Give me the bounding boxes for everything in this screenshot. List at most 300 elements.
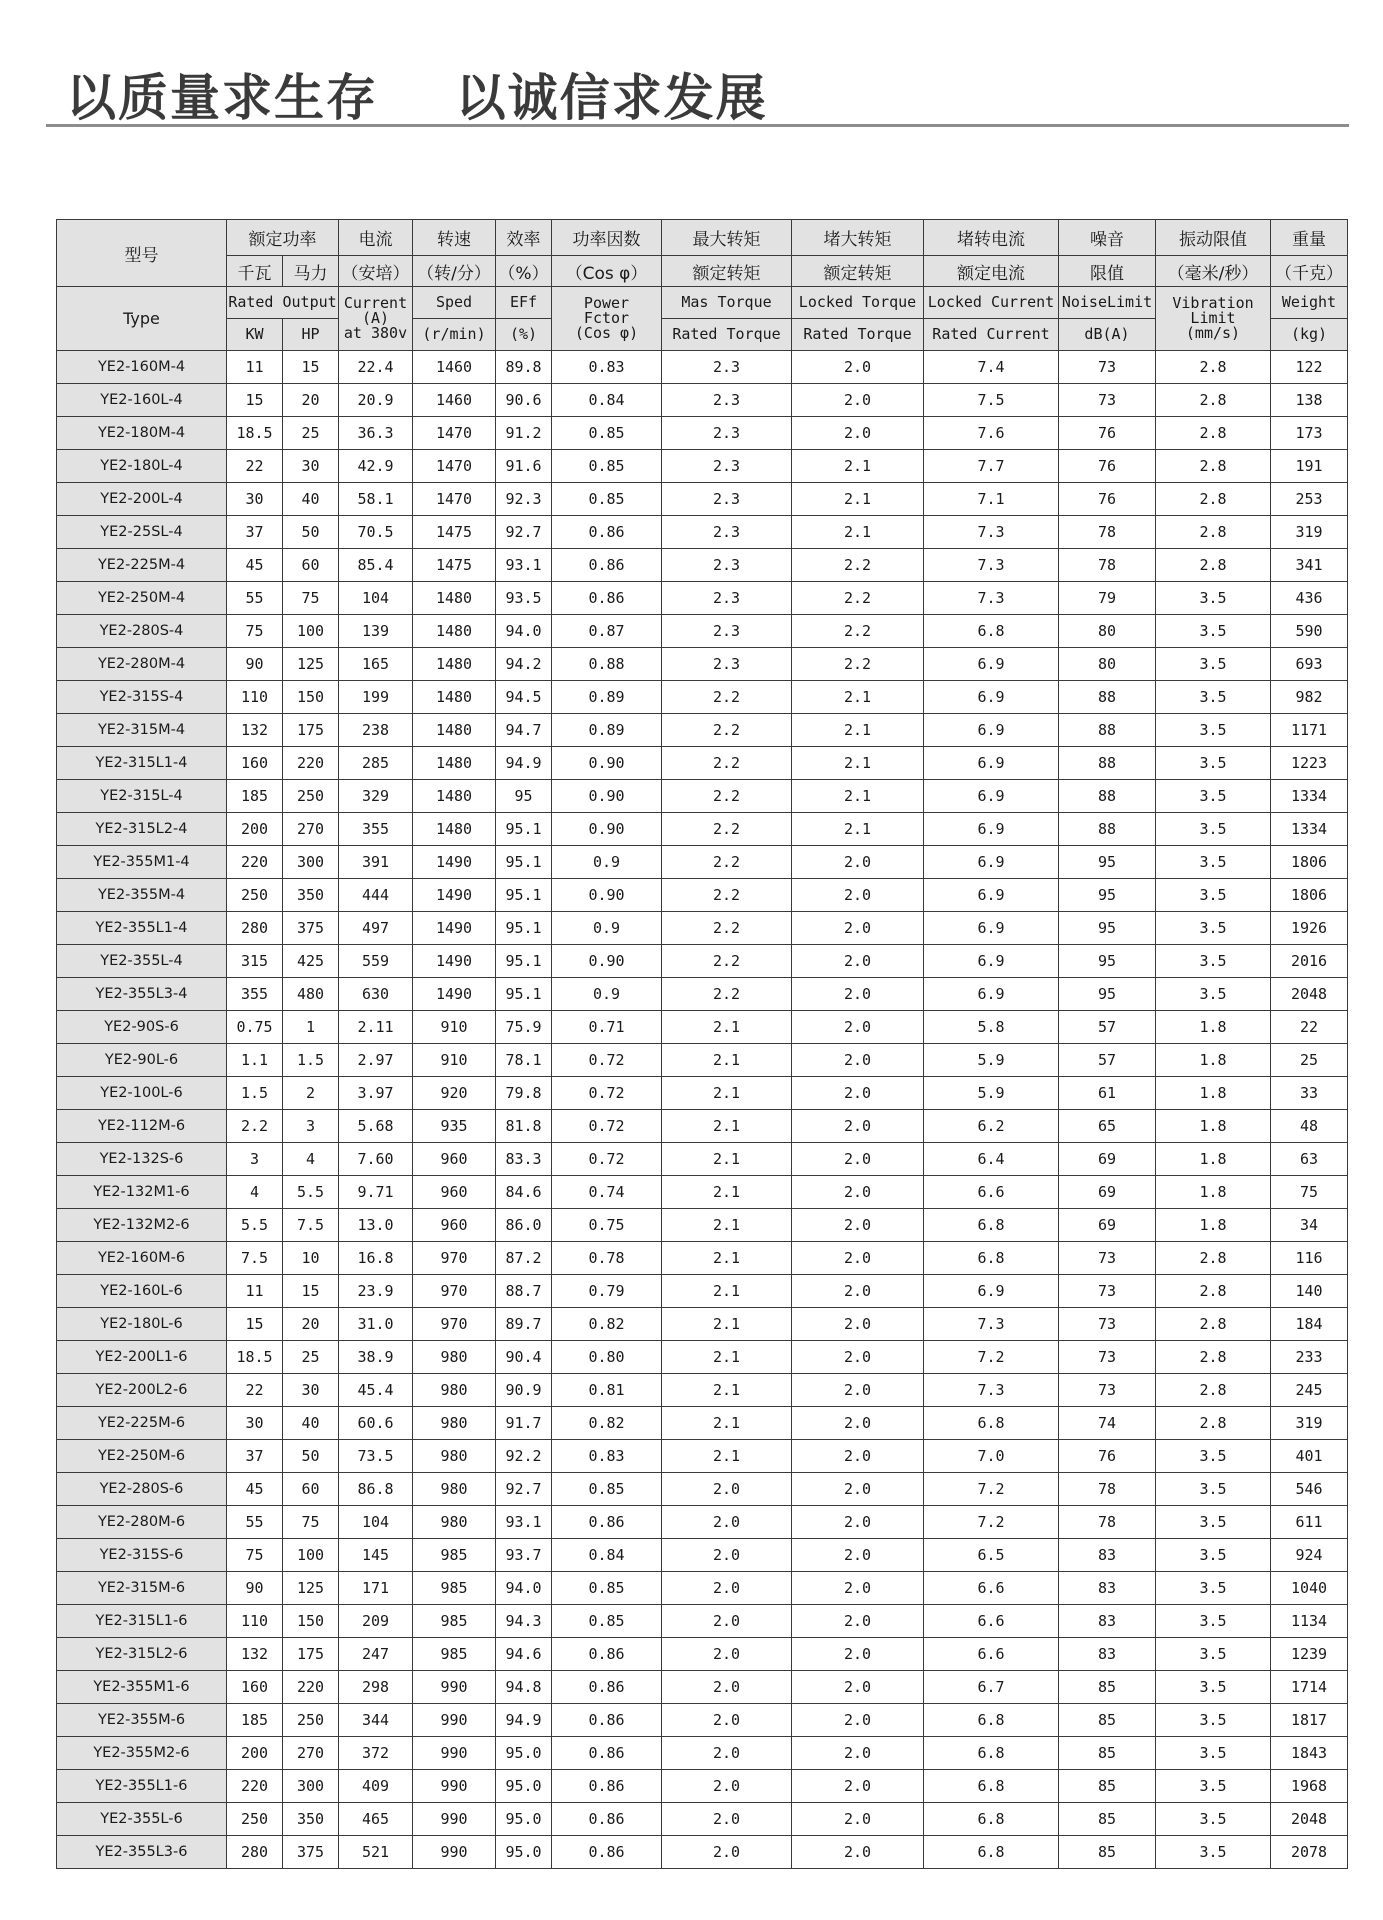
cell-model: YE2-355L3-4 xyxy=(57,978,227,1011)
table-row xyxy=(57,549,1348,582)
cell-current: 58.1 xyxy=(339,483,413,516)
cell-noise: 73 xyxy=(1059,1308,1156,1341)
cell-max-torque-ratio: 2.0 xyxy=(662,1737,792,1770)
cell-weight: 401 xyxy=(1271,1440,1348,1473)
cell-efficiency: 95.0 xyxy=(496,1803,552,1836)
table-row xyxy=(57,1737,1348,1770)
header-eff-zh: 效率 xyxy=(496,220,552,256)
cell-locked-torque-ratio: 2.0 xyxy=(792,1506,924,1539)
cell-max-torque-ratio: 2.2 xyxy=(662,945,792,978)
header-lockt-en: Locked Torque xyxy=(792,287,924,319)
cell-power-factor: 0.71 xyxy=(552,1011,662,1044)
cell-power-factor: 0.86 xyxy=(552,1770,662,1803)
cell-hp: 40 xyxy=(283,1407,339,1440)
cell-vibration: 3.5 xyxy=(1156,681,1271,714)
cell-efficiency: 93.1 xyxy=(496,549,552,582)
cell-power-factor: 0.72 xyxy=(552,1110,662,1143)
cell-locked-torque-ratio: 2.0 xyxy=(792,1671,924,1704)
cell-vibration: 3.5 xyxy=(1156,780,1271,813)
cell-efficiency: 91.6 xyxy=(496,450,552,483)
cell-locked-current-ratio: 5.8 xyxy=(924,1011,1059,1044)
cell-locked-current-ratio: 6.9 xyxy=(924,945,1059,978)
cell-max-torque-ratio: 2.1 xyxy=(662,1341,792,1374)
table-row xyxy=(57,1506,1348,1539)
cell-speed: 970 xyxy=(413,1308,496,1341)
cell-efficiency: 89.7 xyxy=(496,1308,552,1341)
cell-max-torque-ratio: 2.0 xyxy=(662,1539,792,1572)
cell-max-torque-ratio: 2.0 xyxy=(662,1803,792,1836)
cell-kw: 220 xyxy=(227,1770,283,1803)
cell-locked-current-ratio: 6.5 xyxy=(924,1539,1059,1572)
cell-efficiency: 93.1 xyxy=(496,1506,552,1539)
cell-speed: 935 xyxy=(413,1110,496,1143)
cell-vibration: 2.8 xyxy=(1156,417,1271,450)
cell-model: YE2-355M2-6 xyxy=(57,1737,227,1770)
cell-locked-torque-ratio: 2.1 xyxy=(792,813,924,846)
cell-noise: 88 xyxy=(1059,681,1156,714)
cell-locked-torque-ratio: 2.1 xyxy=(792,450,924,483)
cell-noise: 85 xyxy=(1059,1770,1156,1803)
cell-current: 247 xyxy=(339,1638,413,1671)
cell-weight: 2048 xyxy=(1271,978,1348,1011)
cell-vibration: 3.5 xyxy=(1156,1770,1271,1803)
cell-hp: 1 xyxy=(283,1011,339,1044)
cell-locked-current-ratio: 6.2 xyxy=(924,1110,1059,1143)
cell-hp: 15 xyxy=(283,351,339,384)
cell-model: YE2-280S-4 xyxy=(57,615,227,648)
cell-hp: 60 xyxy=(283,549,339,582)
cell-kw: 280 xyxy=(227,1836,283,1869)
cell-speed: 1480 xyxy=(413,681,496,714)
table-row xyxy=(57,879,1348,912)
cell-noise: 85 xyxy=(1059,1704,1156,1737)
cell-weight: 253 xyxy=(1271,483,1348,516)
cell-speed: 1460 xyxy=(413,351,496,384)
cell-locked-torque-ratio: 2.0 xyxy=(792,1638,924,1671)
cell-kw: 90 xyxy=(227,648,283,681)
cell-efficiency: 95.1 xyxy=(496,846,552,879)
cell-current: 2.11 xyxy=(339,1011,413,1044)
header-vib-en-line1: Vibration xyxy=(1172,294,1254,312)
cell-noise: 88 xyxy=(1059,747,1156,780)
cell-hp: 270 xyxy=(283,1737,339,1770)
cell-locked-torque-ratio: 2.2 xyxy=(792,582,924,615)
table-row xyxy=(57,1242,1348,1275)
cell-noise: 73 xyxy=(1059,1242,1156,1275)
cell-power-factor: 0.78 xyxy=(552,1242,662,1275)
cell-power-factor: 0.89 xyxy=(552,714,662,747)
cell-weight: 140 xyxy=(1271,1275,1348,1308)
cell-current: 70.5 xyxy=(339,516,413,549)
cell-weight: 1926 xyxy=(1271,912,1348,945)
cell-max-torque-ratio: 2.1 xyxy=(662,1077,792,1110)
cell-kw: 37 xyxy=(227,516,283,549)
cell-model: YE2-315L2-4 xyxy=(57,813,227,846)
cell-weight: 63 xyxy=(1271,1143,1348,1176)
cell-locked-current-ratio: 6.8 xyxy=(924,1209,1059,1242)
cell-kw: 315 xyxy=(227,945,283,978)
cell-speed: 980 xyxy=(413,1407,496,1440)
cell-efficiency: 95.0 xyxy=(496,1737,552,1770)
cell-vibration: 1.8 xyxy=(1156,1044,1271,1077)
cell-locked-torque-ratio: 2.2 xyxy=(792,549,924,582)
cell-max-torque-ratio: 2.3 xyxy=(662,648,792,681)
cell-locked-torque-ratio: 2.0 xyxy=(792,1110,924,1143)
cell-max-torque-ratio: 2.1 xyxy=(662,1110,792,1143)
cell-hp: 20 xyxy=(283,1308,339,1341)
header-noise-unit-en: dB(A) xyxy=(1059,319,1156,351)
cell-kw: 55 xyxy=(227,582,283,615)
cell-locked-current-ratio: 6.4 xyxy=(924,1143,1059,1176)
cell-current: 22.4 xyxy=(339,351,413,384)
cell-efficiency: 94.2 xyxy=(496,648,552,681)
cell-weight: 1843 xyxy=(1271,1737,1348,1770)
cell-max-torque-ratio: 2.2 xyxy=(662,879,792,912)
cell-current: 104 xyxy=(339,1506,413,1539)
cell-locked-torque-ratio: 2.0 xyxy=(792,1572,924,1605)
cell-speed: 1470 xyxy=(413,417,496,450)
cell-power-factor: 0.85 xyxy=(552,1572,662,1605)
cell-efficiency: 95.1 xyxy=(496,978,552,1011)
table-row xyxy=(57,1539,1348,1572)
cell-locked-current-ratio: 6.9 xyxy=(924,846,1059,879)
cell-locked-current-ratio: 7.3 xyxy=(924,516,1059,549)
table-row xyxy=(57,1836,1348,1869)
cell-current: 497 xyxy=(339,912,413,945)
table-row xyxy=(57,351,1348,384)
cell-locked-current-ratio: 6.9 xyxy=(924,780,1059,813)
cell-kw: 37 xyxy=(227,1440,283,1473)
cell-weight: 1806 xyxy=(1271,846,1348,879)
cell-vibration: 2.8 xyxy=(1156,516,1271,549)
cell-hp: 250 xyxy=(283,780,339,813)
header-maxt-zh: 最大转矩 xyxy=(662,220,792,256)
cell-hp: 40 xyxy=(283,483,339,516)
cell-vibration: 3.5 xyxy=(1156,813,1271,846)
cell-current: 199 xyxy=(339,681,413,714)
cell-efficiency: 92.2 xyxy=(496,1440,552,1473)
cell-weight: 546 xyxy=(1271,1473,1348,1506)
table-row xyxy=(57,1803,1348,1836)
cell-locked-current-ratio: 6.8 xyxy=(924,1836,1059,1869)
cell-current: 298 xyxy=(339,1671,413,1704)
table-row xyxy=(57,1110,1348,1143)
cell-max-torque-ratio: 2.1 xyxy=(662,1044,792,1077)
cell-efficiency: 75.9 xyxy=(496,1011,552,1044)
cell-locked-current-ratio: 6.8 xyxy=(924,1407,1059,1440)
cell-noise: 80 xyxy=(1059,648,1156,681)
cell-max-torque-ratio: 2.3 xyxy=(662,417,792,450)
cell-noise: 85 xyxy=(1059,1803,1156,1836)
cell-efficiency: 91.2 xyxy=(496,417,552,450)
cell-hp: 220 xyxy=(283,1671,339,1704)
cell-noise: 88 xyxy=(1059,780,1156,813)
cell-efficiency: 88.7 xyxy=(496,1275,552,1308)
cell-locked-torque-ratio: 2.0 xyxy=(792,1341,924,1374)
cell-noise: 95 xyxy=(1059,978,1156,1011)
cell-model: YE2-100L-6 xyxy=(57,1077,227,1110)
cell-kw: 11 xyxy=(227,1275,283,1308)
cell-locked-current-ratio: 6.6 xyxy=(924,1572,1059,1605)
cell-max-torque-ratio: 2.2 xyxy=(662,747,792,780)
header-pf-unit-zh: （Cos φ） xyxy=(552,256,662,287)
cell-vibration: 3.5 xyxy=(1156,879,1271,912)
header-pf-en-line3: (Cos φ) xyxy=(574,324,639,342)
cell-efficiency: 94.9 xyxy=(496,1704,552,1737)
cell-current: 16.8 xyxy=(339,1242,413,1275)
cell-kw: 200 xyxy=(227,813,283,846)
cell-hp: 300 xyxy=(283,846,339,879)
cell-max-torque-ratio: 2.1 xyxy=(662,1440,792,1473)
cell-noise: 76 xyxy=(1059,483,1156,516)
cell-model: YE2-200L1-6 xyxy=(57,1341,227,1374)
cell-kw: 55 xyxy=(227,1506,283,1539)
cell-noise: 83 xyxy=(1059,1638,1156,1671)
cell-speed: 980 xyxy=(413,1341,496,1374)
header-pf-en-line1: Power xyxy=(583,294,630,312)
table-row xyxy=(57,1638,1348,1671)
cell-power-factor: 0.86 xyxy=(552,1836,662,1869)
cell-current: 630 xyxy=(339,978,413,1011)
cell-current: 45.4 xyxy=(339,1374,413,1407)
table-row xyxy=(57,1275,1348,1308)
cell-speed: 985 xyxy=(413,1539,496,1572)
cell-vibration: 3.5 xyxy=(1156,846,1271,879)
cell-locked-torque-ratio: 2.1 xyxy=(792,747,924,780)
header-speed-zh: 转速 xyxy=(413,220,496,256)
header-current-en-line1: Current xyxy=(343,294,408,312)
cell-locked-current-ratio: 7.3 xyxy=(924,1374,1059,1407)
cell-weight: 590 xyxy=(1271,615,1348,648)
cell-current: 355 xyxy=(339,813,413,846)
header-divider xyxy=(46,124,1349,127)
cell-power-factor: 0.86 xyxy=(552,549,662,582)
cell-hp: 375 xyxy=(283,1836,339,1869)
cell-hp: 10 xyxy=(283,1242,339,1275)
cell-kw: 250 xyxy=(227,1803,283,1836)
cell-efficiency: 94.0 xyxy=(496,615,552,648)
table-row xyxy=(57,648,1348,681)
cell-efficiency: 95.1 xyxy=(496,813,552,846)
cell-weight: 34 xyxy=(1271,1209,1348,1242)
cell-locked-torque-ratio: 2.0 xyxy=(792,1407,924,1440)
cell-speed: 985 xyxy=(413,1572,496,1605)
cell-vibration: 3.5 xyxy=(1156,945,1271,978)
cell-speed: 990 xyxy=(413,1803,496,1836)
cell-noise: 85 xyxy=(1059,1737,1156,1770)
cell-speed: 1480 xyxy=(413,813,496,846)
cell-power-factor: 0.74 xyxy=(552,1176,662,1209)
header-current-en-line2: (A) xyxy=(361,309,390,327)
cell-speed: 1460 xyxy=(413,384,496,417)
cell-max-torque-ratio: 2.0 xyxy=(662,1836,792,1869)
cell-kw: 132 xyxy=(227,1638,283,1671)
cell-hp: 220 xyxy=(283,747,339,780)
cell-efficiency: 83.3 xyxy=(496,1143,552,1176)
cell-vibration: 3.5 xyxy=(1156,1704,1271,1737)
cell-vibration: 3.5 xyxy=(1156,1572,1271,1605)
cell-speed: 980 xyxy=(413,1374,496,1407)
cell-vibration: 1.8 xyxy=(1156,1077,1271,1110)
cell-noise: 83 xyxy=(1059,1572,1156,1605)
header-maxt-unit-en: Rated Torque xyxy=(662,319,792,351)
cell-efficiency: 90.4 xyxy=(496,1341,552,1374)
cell-noise: 73 xyxy=(1059,1275,1156,1308)
cell-hp: 25 xyxy=(283,417,339,450)
cell-locked-current-ratio: 6.9 xyxy=(924,681,1059,714)
cell-vibration: 3.5 xyxy=(1156,1539,1271,1572)
header-kw-zh: 千瓦 xyxy=(227,256,283,287)
cell-current: 171 xyxy=(339,1572,413,1605)
cell-vibration: 2.8 xyxy=(1156,1275,1271,1308)
motor-spec-table xyxy=(56,219,1348,1869)
cell-speed: 910 xyxy=(413,1011,496,1044)
cell-efficiency: 94.3 xyxy=(496,1605,552,1638)
header-vib-en-line3: (mm/s) xyxy=(1185,324,1241,342)
header-eff-unit-en: (%) xyxy=(496,319,552,351)
cell-noise: 95 xyxy=(1059,945,1156,978)
cell-power-factor: 0.86 xyxy=(552,1638,662,1671)
cell-speed: 1480 xyxy=(413,714,496,747)
cell-model: YE2-250M-4 xyxy=(57,582,227,615)
header-lockc-unit-zh: 额定电流 xyxy=(924,256,1059,287)
cell-power-factor: 0.86 xyxy=(552,1737,662,1770)
cell-model: YE2-180L-4 xyxy=(57,450,227,483)
cell-weight: 233 xyxy=(1271,1341,1348,1374)
cell-locked-torque-ratio: 2.1 xyxy=(792,483,924,516)
cell-speed: 960 xyxy=(413,1176,496,1209)
table-row xyxy=(57,483,1348,516)
cell-current: 391 xyxy=(339,846,413,879)
cell-locked-current-ratio: 7.2 xyxy=(924,1506,1059,1539)
cell-weight: 25 xyxy=(1271,1044,1348,1077)
cell-locked-current-ratio: 5.9 xyxy=(924,1044,1059,1077)
header-vib-unit-zh: （毫米/秒） xyxy=(1156,256,1271,287)
cell-kw: 75 xyxy=(227,1539,283,1572)
cell-power-factor: 0.87 xyxy=(552,615,662,648)
table-row xyxy=(57,978,1348,1011)
header-weight-unit-zh: （千克） xyxy=(1271,256,1348,287)
cell-hp: 20 xyxy=(283,384,339,417)
header-eff-en: EFf xyxy=(496,287,552,319)
cell-hp: 4 xyxy=(283,1143,339,1176)
cell-weight: 1239 xyxy=(1271,1638,1348,1671)
cell-noise: 61 xyxy=(1059,1077,1156,1110)
cell-vibration: 1.8 xyxy=(1156,1209,1271,1242)
cell-weight: 341 xyxy=(1271,549,1348,582)
cell-hp: 3 xyxy=(283,1110,339,1143)
cell-hp: 100 xyxy=(283,1539,339,1572)
cell-kw: 250 xyxy=(227,879,283,912)
cell-vibration: 3.5 xyxy=(1156,648,1271,681)
cell-power-factor: 0.90 xyxy=(552,879,662,912)
cell-weight: 1334 xyxy=(1271,813,1348,846)
cell-hp: 350 xyxy=(283,879,339,912)
cell-weight: 1817 xyxy=(1271,1704,1348,1737)
cell-max-torque-ratio: 2.2 xyxy=(662,813,792,846)
cell-efficiency: 95.1 xyxy=(496,879,552,912)
cell-locked-torque-ratio: 2.0 xyxy=(792,1077,924,1110)
cell-max-torque-ratio: 2.0 xyxy=(662,1671,792,1704)
table-row xyxy=(57,1176,1348,1209)
cell-locked-current-ratio: 7.2 xyxy=(924,1341,1059,1374)
cell-locked-current-ratio: 6.6 xyxy=(924,1605,1059,1638)
cell-power-factor: 0.90 xyxy=(552,945,662,978)
cell-vibration: 1.8 xyxy=(1156,1011,1271,1044)
cell-vibration: 3.5 xyxy=(1156,912,1271,945)
cell-hp: 50 xyxy=(283,516,339,549)
cell-current: 7.60 xyxy=(339,1143,413,1176)
cell-model: YE2-315M-4 xyxy=(57,714,227,747)
cell-max-torque-ratio: 2.1 xyxy=(662,1407,792,1440)
cell-vibration: 2.8 xyxy=(1156,351,1271,384)
cell-model: YE2-200L-4 xyxy=(57,483,227,516)
table-row xyxy=(57,747,1348,780)
cell-max-torque-ratio: 2.0 xyxy=(662,1638,792,1671)
table-row xyxy=(57,780,1348,813)
cell-current: 5.68 xyxy=(339,1110,413,1143)
cell-noise: 95 xyxy=(1059,879,1156,912)
cell-model: YE2-25SL-4 xyxy=(57,516,227,549)
cell-locked-torque-ratio: 2.0 xyxy=(792,978,924,1011)
cell-efficiency: 94.8 xyxy=(496,1671,552,1704)
cell-kw: 7.5 xyxy=(227,1242,283,1275)
cell-max-torque-ratio: 2.0 xyxy=(662,1770,792,1803)
cell-model: YE2-355L-4 xyxy=(57,945,227,978)
cell-vibration: 3.5 xyxy=(1156,1605,1271,1638)
cell-kw: 45 xyxy=(227,1473,283,1506)
cell-locked-current-ratio: 7.7 xyxy=(924,450,1059,483)
cell-noise: 65 xyxy=(1059,1110,1156,1143)
header-noise-en: NoiseLimit xyxy=(1059,287,1156,319)
cell-locked-torque-ratio: 2.0 xyxy=(792,1209,924,1242)
cell-locked-current-ratio: 7.2 xyxy=(924,1473,1059,1506)
cell-weight: 173 xyxy=(1271,417,1348,450)
cell-vibration: 3.5 xyxy=(1156,1638,1271,1671)
cell-kw: 160 xyxy=(227,1671,283,1704)
table-row xyxy=(57,945,1348,978)
cell-model: YE2-180M-4 xyxy=(57,417,227,450)
header-noise-zh: 噪音 xyxy=(1059,220,1156,256)
cell-locked-torque-ratio: 2.0 xyxy=(792,1803,924,1836)
cell-locked-torque-ratio: 2.0 xyxy=(792,384,924,417)
header-lockt-unit-zh: 额定转矩 xyxy=(792,256,924,287)
cell-noise: 79 xyxy=(1059,582,1156,615)
table-row xyxy=(57,1044,1348,1077)
cell-speed: 1480 xyxy=(413,615,496,648)
cell-weight: 22 xyxy=(1271,1011,1348,1044)
cell-locked-torque-ratio: 2.1 xyxy=(792,681,924,714)
cell-current: 36.3 xyxy=(339,417,413,450)
cell-current: 23.9 xyxy=(339,1275,413,1308)
cell-noise: 73 xyxy=(1059,384,1156,417)
cell-hp: 30 xyxy=(283,450,339,483)
cell-noise: 83 xyxy=(1059,1605,1156,1638)
cell-power-factor: 0.72 xyxy=(552,1077,662,1110)
cell-speed: 980 xyxy=(413,1506,496,1539)
cell-noise: 95 xyxy=(1059,846,1156,879)
cell-hp: 300 xyxy=(283,1770,339,1803)
cell-model: YE2-132M2-6 xyxy=(57,1209,227,1242)
cell-hp: 375 xyxy=(283,912,339,945)
cell-hp: 1.5 xyxy=(283,1044,339,1077)
table-row xyxy=(57,846,1348,879)
header-hp-zh: 马力 xyxy=(283,256,339,287)
cell-locked-current-ratio: 7.5 xyxy=(924,384,1059,417)
cell-locked-torque-ratio: 2.1 xyxy=(792,714,924,747)
cell-efficiency: 84.6 xyxy=(496,1176,552,1209)
table-row xyxy=(57,1374,1348,1407)
